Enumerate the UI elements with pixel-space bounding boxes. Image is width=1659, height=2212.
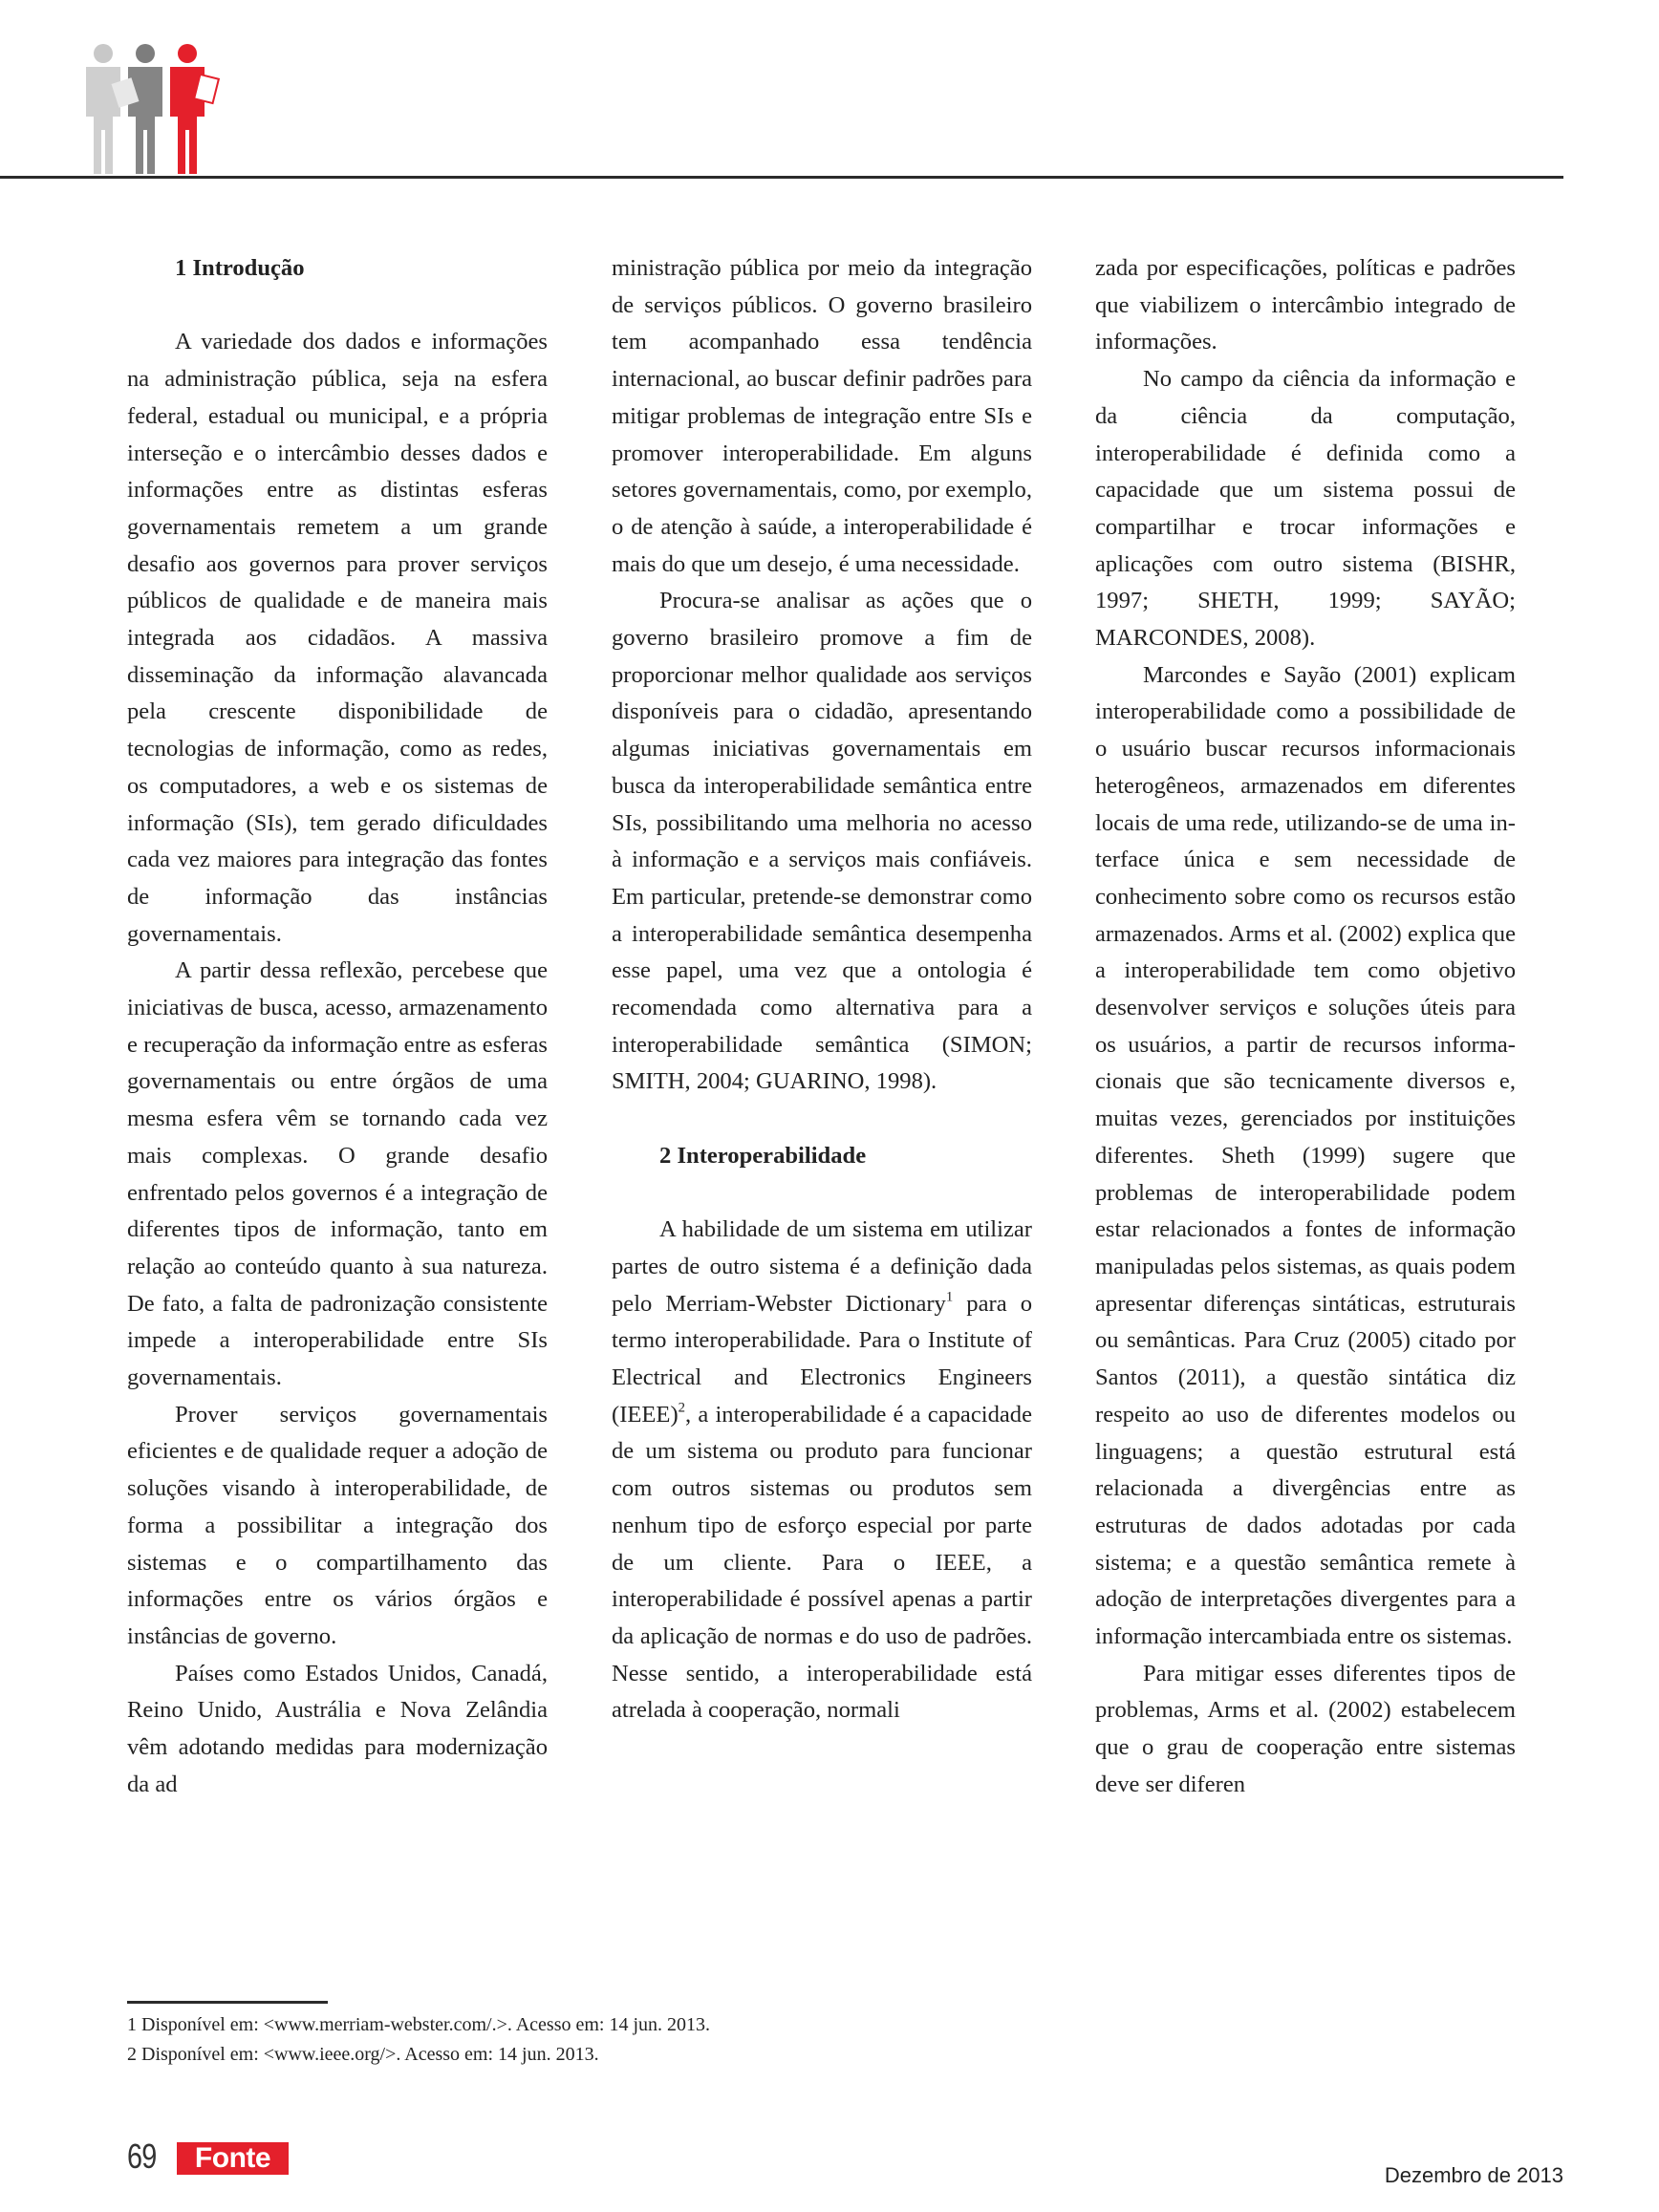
footnote-rule [127,2001,328,2004]
paragraph [612,1212,1032,1729]
footnote-ref-1[interactable]: 1 [945,1289,954,1305]
paragraph: zada por especificações, políticas e padrões que viabilizem o intercâmbio integrado de informações. [1095,255,1516,355]
brand-logo: Fonte [177,2142,289,2175]
footnote-2: 2 Disponível em: <www.ieee.org/>. Acesso em: 14 jun. 2013. [127,2044,599,2065]
text-column-2 [612,250,1032,1729]
issue-date: Dezembro de 2013 [1384,2163,1563,2187]
section-heading-introducao: 1 Introdução [175,255,305,281]
text-column-1 [127,250,548,1804]
page-number: 69 [127,2137,157,2176]
paragraph-text: para o termo interoperabilidade. Para o Institute of Electrical and Electronics Engineers (IEEE) [612,1290,1032,1428]
paragraph: Procura-se analisar as ações que o governo brasileiro promove a fim de proporcionar melhor qualidade aos serviços disponíveis para o cidadão, apresentando algumas iniciativas governamentais em busca da interoperabilidade semântica entre SIs, possibilitando uma melhoria no acesso à informação e a serviços mais confiáveis. Em particular, pretende-se demonstrar como a interoperabilidade semântica desempenha esse papel, uma vez que a ontologia é recomendada como alternativa para a interoperabilidade semântica (SIMON; SMITH, 2004; GUARINO, 1998). [612,588,1032,1095]
footnote-ref-2[interactable]: 2 [678,1400,686,1416]
paragraph: Para mitigar esses diferentes tipos de problemas, Arms et al. (2002) estabelecem que o grau de cooperação entre sistemas deve ser diferen [1095,1660,1516,1797]
footnote-1: 1 Disponível em: <www.merriam-webster.com/.>. Acesso em: 14 jun. 2013. [127,2014,711,2035]
paragraph: Prover serviços governamentais eficientes e de qualidade requer a adoção de soluções visando à interoperabilidade, de forma a possibilitar a integração dos sistemas e o compartilhamento das informações entre os vários órgãos e instâncias de governo. [127,1401,548,1649]
paragraph: A variedade dos dados e informações na administração pública, seja na esfera federal, estadual ou municipal, e a própria interseção e o intercâmbio desses dados e informações entre as distintas esferas governamentais remetem a um grande desafio aos governos para prover serviços públicos de qualidade e de maneira mais integrada aos cidadãos. A massiva disseminação da informação alavancada pela crescente disponibilidade de tecnologias de informação, como as redes, os computadores, a web e os sistemas de informação (SIs), tem gerado dificuldades cada vez maiores para integração das fontes de informação das instâncias governamentais. [127,329,548,947]
paragraph: ministração pública por meio da integração de serviços públicos. O governo brasileiro tem acompanhado essa tendência internacional, ao buscar definir padrões para mitigar problemas de integração entre SIs e promover interoperabilidade. Em alguns setores governamentais, como, por exemplo, o de atenção à saúde, a interoperabilidade é mais do que um desejo, é uma necessidade. [612,255,1032,577]
paragraph: A partir dessa reflexão, percebese que iniciativas de busca, acesso, armazenamento e recuperação da informação entre as esferas governamentais ou entre órgãos de uma mesma esfera vêm se tornando cada vez mais complexas. O grande desafio enfrentado pelos governos é a integração de diferentes tipos de informação, tanto em relação ao conteúdo quanto à sua natureza. De fato, a falta de padronização consistente impede a interoperabilidade entre SIs governamentais. [127,957,548,1391]
paragraph: Marcondes e Sayão (2001) explicam interoperabilidade como a possibilidade de o usuário buscar recursos informacionais heterogêneos, armazenados em diferentes locais de uma rede, utilizando-se de uma interface única e sem necessidade de conhecimento sobre como os recursos estão armazenados. Arms et al. (2002) explica que a interoperabilidade tem como objetivo desenvolver serviços e soluções úteis para os usuários, a partir de recursos informacionais que são tecnicamente diversos e, muitas vezes, gerenciados por instituições diferentes. Sheth (1999) sugere que problemas de interoperabilidade podem estar relacionados a fontes de informação manipuladas pelos sistemas, as quais podem apresentar diferenças sintáticas, estruturais ou semânticas. Para Cruz (2005) citado por Santos (2011), a questão sintática diz respeito ao uso de diferentes modelos ou linguagens; a questão estrutural está relacionada a divergências entre as estruturas de dados adotadas por cada sistema; e a questão semântica remete à adoção de interpretações divergentes para a informação intercambiada entre os sistemas. [1095,661,1516,1650]
paragraph-text: A habilidade de um sistema em utilizar partes de outro sistema é a definição dada pelo Merriam-Webster Dictionary [612,1216,1032,1317]
paragraph: Países como Estados Unidos, Canadá, Reino Unido, Austrália e Nova Zelândia vêm adotando medidas para modernização da ad [127,1660,548,1797]
section-heading-interoperabilidade: 2 Interoperabilidade [659,1142,867,1169]
people-group-icon [76,42,220,176]
footnotes [127,2010,987,2070]
text-column-3 [1095,250,1516,1804]
paragraph-text: , a interoperabilidade é a capacidade de um sistema ou produto para funcionar com outros sistemas ou produtos sem nenhum tipo de esforço especial por parte de um cliente. Para o IEEE, a interoperabilidade é possível apenas a partir da aplicação de normas e do uso de padrões. Nesse sentido, a interoperabilidade está atrelada à cooperação, normali [612,1401,1032,1724]
paragraph: No campo da ciência da informação e da ciência da computação, interoperabilidade é definida como a capacidade que um sistema possui de compartilhar e trocar informações e aplicações com outro sistema (BISHR, 1997; SHETH, 1999; SAYÃO; MARCONDES, 2008). [1095,366,1516,652]
header-rule [0,176,1563,179]
